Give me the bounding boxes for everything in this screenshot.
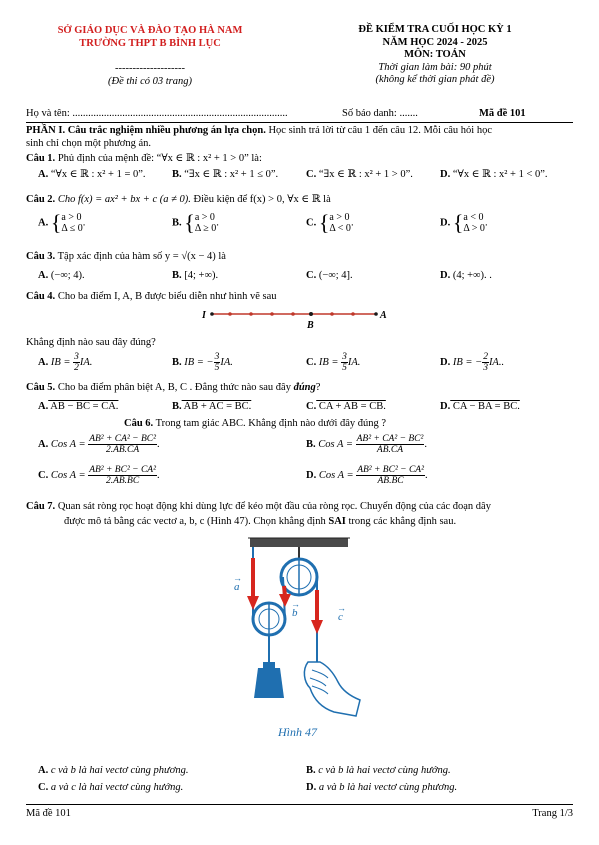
option-lhs: Cos A = xyxy=(48,438,89,450)
option-end: . xyxy=(424,469,428,481)
q6-option-d[interactable] xyxy=(306,465,428,486)
tick-point xyxy=(291,312,295,316)
fraction-num: AB² + CA² − BC² xyxy=(356,434,424,444)
footer-divider xyxy=(26,804,573,805)
option-label: D. xyxy=(440,217,451,229)
footer-code: Mã đề 101 xyxy=(26,808,71,819)
option-label: A. xyxy=(38,438,49,450)
q3-number: Câu 3. xyxy=(26,251,56,262)
student-name-field[interactable]: Họ và tên: .................................................................................. xyxy=(26,108,288,119)
option-rhs: IA. xyxy=(220,356,233,368)
point-label-b: B xyxy=(307,320,314,331)
option-text: [4; +∞). xyxy=(181,270,219,281)
q1-option-d[interactable] xyxy=(440,168,548,181)
option-lhs: IB = xyxy=(318,356,342,368)
option-end: . xyxy=(424,438,427,450)
q5-number: Câu 5. xyxy=(26,382,56,393)
department-name: SỞ GIÁO DỤC VÀ ĐÀO TẠO HÀ NAM xyxy=(57,25,243,36)
fraction-num: 2 xyxy=(483,352,488,362)
option-label: A. xyxy=(38,217,49,229)
option-lhs: Cos A = xyxy=(315,438,356,450)
system xyxy=(463,212,485,234)
q2-option-a[interactable]: A. {a > 0 Δ ≤ 0. xyxy=(38,210,86,235)
option-rhs: IA.. xyxy=(488,356,505,368)
system-top: a < 0 xyxy=(463,212,484,223)
brace-icon: { xyxy=(184,210,195,235)
figure-caption: Hình 47 xyxy=(278,725,317,739)
system xyxy=(61,212,82,234)
q6-number: Câu 6. xyxy=(124,418,154,429)
option-text: (4; +∞). . xyxy=(450,270,492,281)
q1-option-b[interactable] xyxy=(172,168,278,181)
student-id-field[interactable]: Số báo danh: ....... xyxy=(342,108,418,119)
q5-emphasis: đúng xyxy=(293,382,316,393)
exam-title: ĐỀ KIỂM TRA CUỐI HỌC KỲ 1 xyxy=(358,24,512,35)
option-label: D. xyxy=(440,169,451,180)
fraction-den: 2.AB.CA xyxy=(105,445,140,455)
divider xyxy=(26,122,573,123)
option-label: D. xyxy=(440,401,451,412)
q4-figure xyxy=(200,306,390,332)
system-bottom: Δ > 0 xyxy=(463,223,485,234)
q3-option-c[interactable] xyxy=(306,269,353,282)
fraction-den: 5 xyxy=(342,363,347,373)
q5-stem xyxy=(26,381,573,394)
option-label: C. xyxy=(306,356,317,368)
q7-option-b[interactable] xyxy=(306,764,451,777)
fraction-den: 5 xyxy=(214,363,220,373)
exam-duration: Thời gian làm bài: 90 phút xyxy=(378,61,492,73)
option-label: B. xyxy=(306,438,316,450)
q7-stem-cont xyxy=(64,516,456,527)
q7-text1: Quan sát ròng rọc hoạt động khi dùng lực để kéo một đầu của ròng rọc. Chuyển động của các đoạn dây xyxy=(55,501,491,512)
option-label: C. xyxy=(38,782,49,793)
q7-option-c[interactable] xyxy=(38,781,183,794)
vector-a-bar: → xyxy=(233,573,242,583)
q5-option-a[interactable] xyxy=(38,400,118,413)
part1-line1 xyxy=(26,124,573,137)
vector-b-label: b xyxy=(292,607,298,619)
q3-option-d[interactable] xyxy=(440,269,492,282)
option-text: a và c là hai vectơ cùng hướng. xyxy=(48,782,184,793)
q5-text: Cho ba điểm phân biệt A, B, C . Đẳng thức nào sau đây xyxy=(55,382,294,393)
system xyxy=(329,212,351,234)
q5-option-b[interactable] xyxy=(172,400,251,413)
footer-page: Trang 1/3 xyxy=(532,808,573,819)
system-top: a > 0 xyxy=(329,212,350,223)
vector-c-bar: → xyxy=(337,603,346,613)
option-label: B. xyxy=(172,401,182,412)
weight-top xyxy=(263,662,275,669)
duration-note: (không kể thời gian phát đề) xyxy=(375,74,495,85)
point-label-i: I xyxy=(202,310,206,321)
fraction-num: AB² + BC² − CA² xyxy=(357,465,424,475)
option-label: B. xyxy=(172,270,182,281)
q4-stem xyxy=(26,290,573,303)
q4-option-d[interactable] xyxy=(440,352,504,373)
q2-option-d[interactable]: D. {a < 0 Δ > 0. xyxy=(440,210,488,235)
option-label: D. xyxy=(306,469,317,481)
fraction-den: 2.AB.BC xyxy=(105,476,140,486)
vector-c-head xyxy=(311,620,323,634)
option-label: D. xyxy=(306,782,317,793)
fraction xyxy=(88,465,157,486)
q7-number: Câu 7. xyxy=(26,501,56,512)
q7-text2: được mô tả bằng các vectơ a, b, c (Hình 47). Chọn khẳng định xyxy=(64,516,329,527)
option-label: A. xyxy=(38,270,49,281)
fraction-den: AB.CA xyxy=(376,445,404,455)
fraction xyxy=(73,352,80,373)
fraction xyxy=(356,434,425,455)
q6-stem xyxy=(124,418,386,429)
vector-b-bar: → xyxy=(291,599,300,609)
tick-point xyxy=(351,312,355,316)
school-year: NĂM HỌC 2024 - 2025 xyxy=(382,36,488,48)
header-left xyxy=(20,24,280,88)
fraction xyxy=(88,434,157,455)
exam-code: Mã đề 101 xyxy=(479,108,526,119)
fraction-den: AB.BC xyxy=(377,476,404,486)
q1-text: Phủ định của mệnh đề: “∀x ∈ ℝ : x² + 1 > 0” là: xyxy=(55,153,262,164)
q7-text3: trong các khẳng định sau. xyxy=(345,516,457,527)
fraction-num: AB² + BC² − CA² xyxy=(89,465,156,475)
q6-option-a[interactable] xyxy=(38,434,160,455)
system-bottom: Δ ≤ 0 xyxy=(61,223,83,234)
q2-function: Cho f(x) = ax² + bx + c (a ≠ 0). xyxy=(55,194,191,205)
option-lhs: IB = xyxy=(50,356,74,368)
option-text: a và b là hai vectơ cùng phương. xyxy=(316,782,458,793)
tick-point xyxy=(309,312,313,316)
option-lhs: IB = − xyxy=(452,356,483,368)
vector-a-label: a xyxy=(234,581,240,593)
option-label: A. xyxy=(38,401,49,412)
weight-block xyxy=(254,668,284,698)
option-rhs: IA. xyxy=(79,356,93,368)
tick-point xyxy=(249,312,253,316)
q6-option-c[interactable] xyxy=(38,465,160,486)
q4-option-a[interactable] xyxy=(38,352,92,373)
q4-text: Cho ba điểm I, A, B được biểu diễn như hình vẽ sau xyxy=(55,291,277,302)
option-text: “∃x ∈ ℝ : x² + 1 > 0”. xyxy=(316,169,413,180)
fraction-num: 3 xyxy=(74,352,79,362)
q4-option-c[interactable] xyxy=(306,352,360,373)
fraction xyxy=(356,465,425,486)
tick-point xyxy=(374,312,378,316)
q6-option-b[interactable] xyxy=(306,434,427,455)
tick-point xyxy=(270,312,274,316)
brace-icon: { xyxy=(318,210,330,235)
q2-option-b[interactable]: B. {a > 0 Δ ≥ 0. xyxy=(172,210,219,235)
system-top: a > 0 xyxy=(194,212,215,223)
system xyxy=(195,212,216,234)
q7-emphasis: SAI xyxy=(328,516,346,527)
fraction-den: 3 xyxy=(483,363,488,373)
ceiling-bar xyxy=(250,538,348,547)
system-bottom: Δ ≥ 0 xyxy=(194,223,217,234)
q3-text: Tập xác định của hàm số y = √(x − 4) là xyxy=(55,251,226,262)
fraction-num: 3 xyxy=(214,352,220,362)
option-end: . xyxy=(156,469,160,481)
tick-point xyxy=(330,312,334,316)
option-text: CA + AB = CB. xyxy=(316,401,386,412)
option-text: “∃x ∈ ℝ : x² + 1 ≤ 0”. xyxy=(181,169,279,180)
option-text: “∀x ∈ ℝ : x² + 1 = 0”. xyxy=(48,169,146,180)
pulley-figure xyxy=(210,532,390,744)
option-label: B. xyxy=(306,765,316,776)
q2-stem xyxy=(26,193,573,206)
q4-question: Khẳng định nào sau đây đúng? xyxy=(26,337,156,348)
option-end: . xyxy=(156,438,160,450)
brace-icon: { xyxy=(50,210,62,235)
q2-number: Câu 2. xyxy=(26,194,56,205)
q7-option-a[interactable] xyxy=(38,764,189,777)
option-label: B. xyxy=(172,356,182,368)
q5-end: ? xyxy=(315,382,321,393)
q2-option-c[interactable]: C. {a > 0 Δ < 0. xyxy=(306,210,354,235)
option-label: C. xyxy=(306,217,317,229)
part1-instruction-cont: sinh chỉ chọn một phương án. xyxy=(26,138,151,149)
q1-option-c[interactable] xyxy=(306,168,413,181)
point-label-a: A xyxy=(380,310,387,321)
q3-option-a[interactable] xyxy=(38,269,85,282)
option-lhs: Cos A = xyxy=(48,469,89,481)
fraction xyxy=(482,352,489,373)
option-text: (−∞; 4). xyxy=(48,270,85,281)
system-top: a > 0 xyxy=(61,212,82,223)
page-count-note: (Đề thi có 03 trang) xyxy=(108,76,192,87)
vector-c-label: c xyxy=(338,611,343,623)
q5-option-c[interactable] xyxy=(306,400,386,413)
q1-number: Câu 1. xyxy=(26,153,56,164)
q1-option-a[interactable] xyxy=(38,168,146,181)
header-dashes: -------------------- xyxy=(115,63,185,74)
option-text: AB − BC = CA. xyxy=(48,401,119,412)
q4-number: Câu 4. xyxy=(26,291,56,302)
fraction-den: 2 xyxy=(74,363,79,373)
q7-option-d[interactable] xyxy=(306,781,457,794)
part1-instruction: Học sinh trả lời từ câu 1 đến câu 12. Mỗi câu hỏi học xyxy=(265,125,492,136)
option-label: D. xyxy=(440,270,451,281)
q2-condition: Điều kiện để f(x) > 0, ∀x ∈ ℝ là xyxy=(190,194,331,205)
q1-stem xyxy=(26,152,573,165)
option-label: D. xyxy=(440,356,451,368)
option-label: B. xyxy=(172,169,182,180)
q3-stem xyxy=(26,250,573,263)
system-bottom: Δ < 0 xyxy=(329,223,351,234)
option-label: A. xyxy=(38,765,49,776)
tick-point xyxy=(210,312,214,316)
option-label: B. xyxy=(172,217,182,229)
subject: MÔN: TOÁN xyxy=(404,49,466,60)
option-label: C. xyxy=(306,401,317,412)
option-label: A. xyxy=(38,356,49,368)
fraction xyxy=(341,352,348,373)
q5-option-d[interactable] xyxy=(440,400,520,413)
option-text: CA − BA = BC. xyxy=(450,401,520,412)
option-text: “∀x ∈ ℝ : x² + 1 < 0”. xyxy=(450,169,548,180)
option-label: C. xyxy=(38,469,49,481)
part1-title: PHẦN I. Câu trắc nghiệm nhiều phương án lựa chọn. xyxy=(26,125,266,136)
school-name: TRƯỜNG THPT B BÌNH LỤC xyxy=(79,38,221,49)
header-right xyxy=(300,24,570,87)
q7-stem xyxy=(26,500,573,513)
q6-text: Trong tam giác ABC. Khẳng định nào dưới đây đúng ? xyxy=(153,418,387,429)
option-text: (−∞; 4]. xyxy=(316,270,353,281)
fraction-num: AB² + CA² − BC² xyxy=(89,434,156,444)
vector-b-head xyxy=(279,594,291,607)
option-lhs: IB = − xyxy=(184,356,214,368)
q3-option-b[interactable] xyxy=(172,269,218,282)
fraction-num: 3 xyxy=(342,352,347,362)
q4-option-b[interactable] xyxy=(172,352,233,373)
option-label: C. xyxy=(306,169,317,180)
tick-point xyxy=(228,312,232,316)
brace-icon: { xyxy=(452,210,464,235)
option-label: A. xyxy=(38,169,49,180)
option-text: c và b là hai vectơ cùng phương. xyxy=(48,765,189,776)
option-lhs: Cos A = xyxy=(316,469,357,481)
option-text: c và b là hai vectơ cùng hướng. xyxy=(315,765,451,776)
option-text: AB + AC = BC. xyxy=(181,401,252,412)
option-rhs: IA. xyxy=(347,356,361,368)
option-label: C. xyxy=(306,270,317,281)
